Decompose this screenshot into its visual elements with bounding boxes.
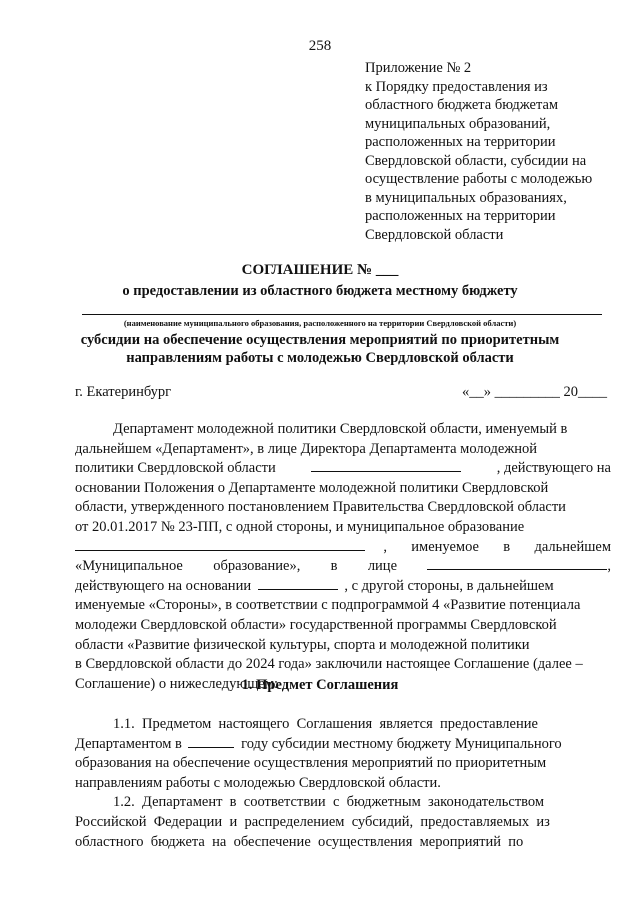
preamble: [75, 420, 611, 694]
preamble-text: политики Свердловской области: [75, 460, 276, 477]
clause-line: образования на обеспечение осуществления мероприятий по приоритетным: [75, 755, 547, 772]
preamble-line: [75, 459, 611, 479]
preamble-line: [75, 557, 611, 577]
preamble-line: именуемые «Стороны», в соответствии с подпрограммой 4 «Развитие потенциала: [75, 597, 581, 614]
preamble-text: , с другой стороны, в дальнейшем: [344, 577, 554, 594]
appendix-line: расположенных на территории: [365, 208, 556, 224]
preamble-line: [75, 538, 611, 558]
appendix-line: муниципальных образований,: [365, 115, 551, 132]
date-field: «__» _________ 20____: [462, 384, 607, 400]
clause-text: Департаментом в: [75, 735, 182, 752]
year-blank: [188, 735, 234, 748]
appendix-line: Свердловской области, субсидии на: [365, 152, 587, 169]
appendix-line: осуществление работы с молодежью: [365, 171, 593, 187]
preamble-line: в Свердловской области до 2024 года» заключили настоящее Соглашение (далее –: [75, 656, 583, 673]
preamble-line: [75, 577, 611, 597]
appendix-line: областного бюджета бюджетам: [365, 97, 559, 113]
section-1-title: 1. Предмет Соглашения: [241, 677, 399, 693]
representative-name-blank: [427, 557, 607, 570]
preamble-line: области «Развитие физической культуры, спорта и молодежной политики: [75, 636, 530, 653]
basis-blank: [258, 577, 338, 590]
place-of-signing: г. Екатеринбург: [75, 384, 172, 400]
preamble-line: Департамент молодежной политики Свердловской области, именуемый в: [113, 421, 568, 437]
preamble-line: дальнейшем «Департамент», в лице Директора Департамента молодежной: [75, 440, 538, 457]
page-number: 258: [308, 38, 332, 54]
agreement-subtitle: о предоставлении из областного бюджета местному бюджету: [122, 283, 518, 299]
clause-text: году субсидии местному бюджету Муниципального: [241, 735, 562, 752]
director-name-blank: [311, 459, 461, 472]
clause-line: [75, 735, 611, 755]
clause-line: 1.2. Департамент в соответствии с бюджетным законодательством: [113, 794, 545, 811]
clause-line: направлениям работы с молодежью Свердловской области.: [75, 774, 441, 791]
preamble-text: в: [330, 558, 338, 575]
municipality-note: (наименование муниципального образования, расположенного на территории Свердловской области): [123, 318, 517, 328]
appendix-line: Свердловской области: [365, 226, 504, 243]
preamble-text: «Муниципальное: [75, 558, 183, 575]
clause-line: областного бюджета на обеспечение осуществления мероприятий по: [75, 833, 524, 850]
preamble-text: образование»,: [213, 558, 301, 575]
agreement-title: СОГЛАШЕНИЕ № ___: [241, 262, 399, 278]
appendix-line: к Порядку предоставления из: [365, 78, 548, 95]
appendix-line: Приложение № 2: [365, 60, 472, 76]
appendix-header: [365, 59, 625, 244]
preamble-line: Соглашение) о нижеследующем:: [75, 675, 279, 692]
subject-line: субсидии на обеспечение осуществления мероприятий по приоритетным: [80, 332, 560, 348]
preamble-line: от 20.01.2017 № 23-ПП, с одной стороны, и муниципальное образование: [75, 518, 525, 535]
municipality-name-blank: [75, 538, 365, 551]
subject-line: направлениям работы с молодежью Свердловской области: [126, 350, 514, 366]
preamble-text: дальнейшем: [534, 538, 611, 555]
agreement-subject: [0, 331, 640, 367]
preamble-text: ,: [607, 558, 611, 575]
preamble-text: в: [503, 538, 511, 555]
preamble-text: именуемое: [411, 538, 479, 555]
preamble-text: , действующего на: [496, 460, 611, 477]
preamble-line: области, утвержденного постановлением Правительства Свердловской области: [75, 499, 566, 516]
preamble-line: молодежи Свердловской области» государственной программы Свердловской: [75, 616, 557, 633]
appendix-line: в муниципальных образованиях,: [365, 189, 567, 206]
clause-line: 1.1. Предметом настоящего Соглашения является предоставление: [113, 716, 538, 732]
preamble-text: ,: [383, 538, 387, 555]
municipality-blank-line: [82, 314, 602, 315]
section-1-body: [75, 715, 611, 852]
preamble-text: лице: [367, 558, 398, 575]
appendix-line: расположенных на территории: [365, 134, 556, 150]
clause-line: Российской Федерации и распределением субсидий, предоставляемых из: [75, 813, 550, 830]
preamble-line: основании Положения о Департаменте молодежной политики Свердловской: [75, 479, 549, 496]
representative-group: [427, 557, 611, 577]
preamble-text: действующего на основании: [75, 577, 252, 594]
